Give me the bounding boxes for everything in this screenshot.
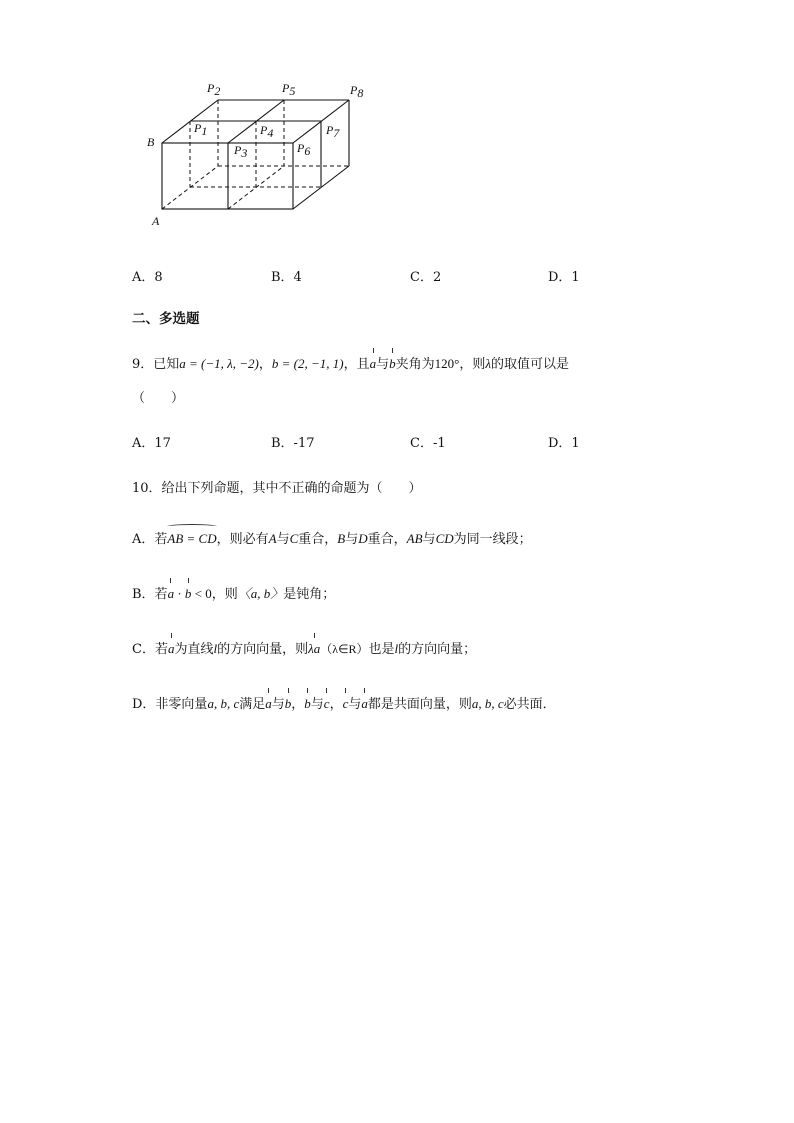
label-P6: P6 [297,141,311,158]
q9-text: 夹角为 [395,357,435,372]
q9-lambda: λ [485,356,492,371]
dot-operator: · [174,586,185,601]
q10-stem: 10．给出下列命题，其中不正确的命题为（ ） [132,481,422,496]
q9-text: 9．已知 [132,357,180,372]
q10-option-b [132,584,335,605]
option-text: 必共面． [503,697,556,712]
q8-option-b: B．4 [271,270,302,285]
option-text: ， [329,697,343,712]
section-heading: 二、多选题 [132,311,200,327]
vector-c: c [324,694,330,714]
q8-option-c: C．2 [410,270,442,285]
vector-a: a [168,584,175,604]
less-than-zero: < 0 [191,586,212,601]
option-text: ，则必有 [216,532,269,547]
vector-a: a [370,354,377,374]
label-P2: P2 [207,81,221,98]
option-text: 与 [276,532,290,547]
vectors-abc: a, b, c [207,696,240,711]
option-text: ，则 [211,587,238,602]
option-text: 也是 [368,642,395,657]
angle-notation: 〈a, b〉 [237,586,284,601]
label-P5: P5 [282,81,296,98]
q9-text: ，且 [343,357,370,372]
q9-answer-paren: （ ） [132,391,185,406]
line-l: l [394,641,399,656]
q9-stem [132,354,569,375]
q9-text: 与 [376,357,390,372]
vectors-abc: a, b, c [471,696,504,711]
q9-option-a: A．17 [132,436,171,451]
q9-text: ，则 [459,357,486,372]
vector-c: c [343,694,349,714]
vector-b: b [185,584,192,604]
option-text: D．非零向量 [132,697,208,712]
label-P7: P7 [326,123,340,140]
option-text: 为同一线段； [453,532,532,547]
option-text: 重合， [367,532,407,547]
option-text: ， [291,697,305,712]
label-B: B [147,135,155,149]
q8-option-a: A．8 [132,270,163,285]
option-text: 与 [348,697,362,712]
option-text: 都是共面向量，则 [367,697,472,712]
vector-a: a [265,694,272,714]
q9-option-b: B．-17 [271,436,315,451]
point-d: D [358,531,368,546]
vector-a: a [361,694,368,714]
q9-a-definition: a = (−1, λ, −2) [179,356,259,371]
option-text: C．若 [132,642,168,657]
vector-equation: AB = CD [167,529,216,549]
option-text: 与 [310,697,324,712]
segment-ab: AB [406,531,423,546]
line-l: l [213,641,218,656]
q10-option-d [132,694,556,715]
q10-option-c [132,639,476,660]
option-text: 的方向向量，则 [217,642,309,657]
option-text: 重合， [298,532,338,547]
segment-cd: CD [435,531,454,546]
lambda-a: λa [308,639,320,659]
option-text: 与 [271,697,285,712]
point-c: C [289,531,299,546]
q9-option-c: C．-1 [410,436,446,451]
vector-b: b [304,694,311,714]
q9-b-definition: b = (2, −1, 1) [271,356,344,371]
point-b: B [337,531,346,546]
vector-b: b [285,694,292,714]
option-text: A．若 [132,532,168,547]
option-text: 与 [345,532,359,547]
q9-option-d: D．1 [548,436,580,451]
q9-angle: 120° [434,356,460,371]
label-P1: P1 [194,121,208,138]
option-text: 与 [422,532,436,547]
label-A: A [152,214,160,228]
option-text: 是钝角； [283,587,336,602]
option-text: 为直线 [174,642,214,657]
point-a: A [268,531,277,546]
lambda-condition: （λ∈R） [320,642,369,656]
q9-text: ， [258,357,272,372]
q8-option-d: D．1 [548,270,580,285]
option-text: 满足 [239,697,266,712]
q9-text: 的取值可以是 [491,357,570,372]
option-text: 的方向向量； [398,642,477,657]
vector-a: a [168,639,175,659]
option-text: B．若 [132,587,168,602]
vector-b: b [389,354,396,374]
label-P4: P4 [260,123,274,140]
cuboid-figure [140,78,380,230]
label-P8: P8 [350,83,364,100]
label-P3: P3 [234,143,248,160]
q10-option-a [132,529,532,550]
